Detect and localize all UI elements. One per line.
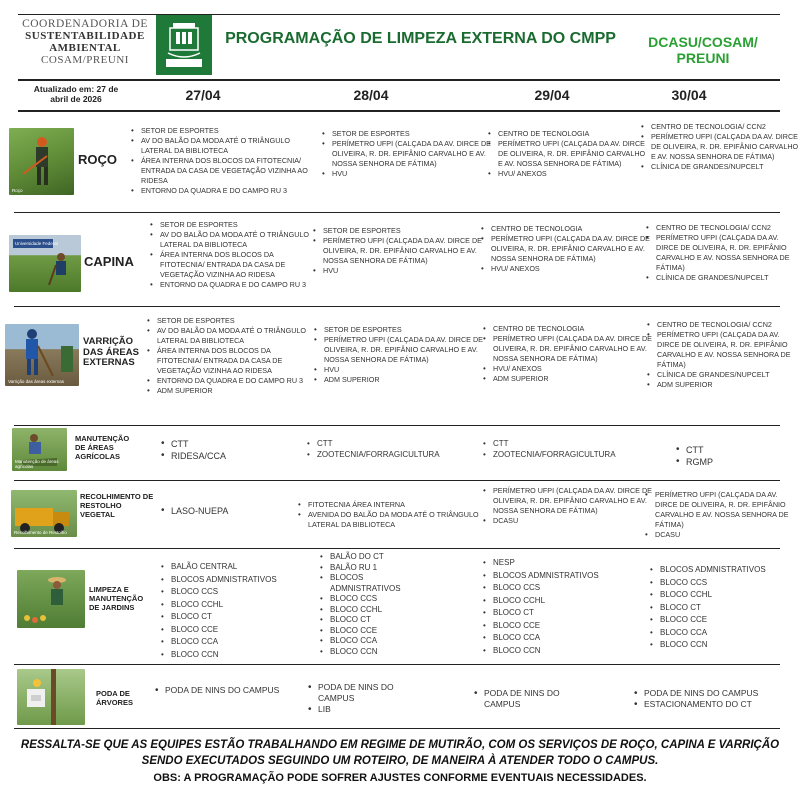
list-item: • BLOCO CCHL xyxy=(171,599,311,612)
cell-varricao-2 xyxy=(310,325,484,385)
institution-line-1: COORDENADORIA DE xyxy=(22,18,148,30)
list-item: • PERÍMETRO UFPI (CALÇADA DA AV. DIRCE DE OLIVEIRA, R. DR. EPIFÂNIO CARVALHO E AV. NOSSA SENHORA DE FÁTIMA) xyxy=(323,236,493,266)
row-label-recolhimento: RECOLHIMENTO DE RESTOLHO VEGETAL xyxy=(80,492,154,519)
cell-jardins-1 xyxy=(157,561,311,661)
list-item: • HVU xyxy=(324,365,484,375)
footer-obs: OBS: A PROGRAMAÇÃO PODE SOFRER AJUSTES CONFORME EVENTUAIS NECESSIDADES. xyxy=(153,772,647,784)
cell-poda-1 xyxy=(151,685,305,696)
row-label-roco: ROÇO xyxy=(78,152,117,167)
list-item: • HVU xyxy=(332,169,492,179)
row-divider xyxy=(14,212,780,213)
list-item: • CENTRO DE TECNOLOGIA/ CCN2 xyxy=(651,122,799,132)
cell-jardins-4 xyxy=(646,564,795,652)
list-item: • PODA DE NINS DO CAMPUS xyxy=(484,688,594,710)
list-item: • CTT xyxy=(686,444,786,456)
list-item: • BLOCO CCE xyxy=(330,626,420,637)
list-item: • HVU/ ANEXOS xyxy=(498,169,648,179)
recolhimento-photo xyxy=(11,490,77,537)
list-item: • LIB xyxy=(318,704,428,715)
list-item: • BALÃO CENTRAL xyxy=(171,561,311,574)
list-item: • BLOCO CCE xyxy=(493,620,633,633)
roco-photo-caption: Roço xyxy=(12,188,23,193)
cell-jardins-2 xyxy=(316,552,420,657)
list-item: • CTT xyxy=(317,438,487,449)
cell-recolhimento-3 xyxy=(479,486,653,526)
date-col-2: 28/04 xyxy=(353,87,389,103)
cell-roco-4 xyxy=(637,122,799,172)
list-item: • CTT xyxy=(171,438,321,450)
list-item: • AV DO BALÃO DA MODA ATÉ O TRIÂNGULO LATERAL DA BIBLIOTECA xyxy=(141,136,321,156)
list-item: • BALÃO RU 1 xyxy=(330,563,420,574)
list-item: • HVU xyxy=(323,266,493,276)
row-label-poda: PODA DE ÁRVORES xyxy=(96,689,133,707)
date-col-4: 30/04 xyxy=(671,87,707,103)
list-item: • BLOCO CCHL xyxy=(493,595,633,608)
jardins-photo xyxy=(17,570,85,628)
list-item: • HVU/ ANEXOS xyxy=(491,264,651,274)
list-item: • BLOCO CCA xyxy=(660,627,795,640)
roco-photo xyxy=(9,128,74,195)
list-item: • RGMP xyxy=(686,456,786,468)
cell-agricolas-3 xyxy=(479,438,653,460)
row-divider xyxy=(14,664,780,665)
department-name: DCASU/COSAM/ PREUNI xyxy=(648,34,758,66)
list-item: • PERÍMETRO UFPI (CALÇADA DA AV. DIRCE DE OLIVEIRA, R. DR. EPIFÂNIO CARVALHO E AV. NOSSA SENHORA DE FÁTIMA) xyxy=(493,486,653,516)
list-item: • BLOCOS ADMNISTRATIVOS xyxy=(171,574,311,587)
dates-rule xyxy=(18,110,780,112)
cell-roco-2 xyxy=(318,129,492,179)
list-item: • HVU/ ANEXOS xyxy=(493,364,653,374)
cell-roco-1 xyxy=(127,126,321,196)
list-item: • DCASU xyxy=(493,516,653,526)
institution-line-4: COSAM/PREUNI xyxy=(41,54,129,66)
list-item: • CENTRO DE TECNOLOGIA/ CCN2 xyxy=(656,223,796,233)
poda-photo xyxy=(17,669,85,725)
list-item: • AVENIDA DO BALÃO DA MODA ATÉ O TRIÂNGULO LATERAL DA BIBLIOTECA xyxy=(308,510,488,530)
top-rule xyxy=(18,14,780,15)
list-item: • PODA DE NINS DO CAMPUS xyxy=(644,688,800,699)
list-item: • SETOR DE ESPORTES xyxy=(332,129,492,139)
list-item: • BALÃO DO CT xyxy=(330,552,420,563)
institution-name xyxy=(18,18,152,66)
list-item: • SETOR DE ESPORTES xyxy=(141,126,321,136)
list-item: • ADM SUPERIOR xyxy=(157,386,317,396)
cell-agricolas-1 xyxy=(157,438,321,462)
row-divider xyxy=(14,480,780,481)
list-item: • PERÍMETRO UFPI (CALÇADA DA AV. DIRCE DE OLIVEIRA, R. DR. EPIFÂNIO CARVALHO E AV. NOSSA SENHORA DE FÁTIMA) xyxy=(657,330,797,370)
page-title: PROGRAMAÇÃO DE LIMPEZA EXTERNA DO CMPP xyxy=(225,30,616,47)
list-item: • PERÍMETRO UFPI (CALÇADA DA AV. DIRCE DE OLIVEIRA, R. DR. EPIFÂNIO CARVALHO E AV. NOSSA SENHORA DE FÁTIMA) xyxy=(324,335,484,365)
list-item: • ZOOTECNIA/FORRAGICULTURA xyxy=(317,449,487,460)
list-item: • BLOCO CCN xyxy=(330,647,420,658)
list-item: • PERÍMETRO UFPI (CALÇADA DA AV. DIRCE DE OLIVEIRA, R. DR. EPIFÂNIO CARVALHO E AV. NOSSA SENHORA DE FÁTIMA) xyxy=(498,139,648,169)
footer-note: RESSALTA-SE QUE AS EQUIPES ESTÃO TRABALHANDO EM REGIME DE MUTIRÃO, COM OS SERVIÇOS DE ROÇO, CAPINA E VARRIÇÃO SENDO EXECUTADOS SEGUINDO UM ROTEIRO, DE MANEIRA À ATENDER TODO O CAMPUS. xyxy=(20,739,780,767)
list-item: • BLOCO CCA xyxy=(171,636,311,649)
row-label-varricao: VARRIÇÃO DAS ÁREAS EXTERNAS xyxy=(83,336,139,368)
list-item: • PODA DE NINS DO CAMPUS xyxy=(318,682,428,704)
list-item: • AV DO BALÃO DA MODA ATÉ O TRIÂNGULO LATERAL DA BIBLIOTECA xyxy=(157,326,317,346)
row-label-agricolas: MANUTENÇÃO DE ÁREAS AGRÍCOLAS xyxy=(75,434,130,461)
list-item: • DCASU xyxy=(655,530,800,540)
list-item: • BLOCO CT xyxy=(171,611,311,624)
agricola-photo-caption: Manutenção de áreas agrícolas xyxy=(15,459,59,469)
list-item: • NESP xyxy=(493,557,633,570)
row-divider xyxy=(14,548,780,549)
university-logo xyxy=(156,15,212,75)
cell-recolhimento-4 xyxy=(641,490,800,540)
row-divider xyxy=(14,306,780,307)
row-label-capina: CAPINA xyxy=(84,254,134,269)
cell-roco-3 xyxy=(484,129,648,179)
list-item: • ENTORNO DA QUADRA E DO CAMPO RU 3 xyxy=(157,376,317,386)
crest-icon xyxy=(156,15,212,75)
cell-varricao-3 xyxy=(479,324,653,384)
list-item: • FITOTECNIA ÁREA INTERNA xyxy=(308,500,488,510)
list-item: • CENTRO DE TECNOLOGIA/ CCN2 xyxy=(657,320,797,330)
list-item: • BLOCO CT xyxy=(493,607,633,620)
list-item: • BLOCO CCN xyxy=(493,645,633,658)
cell-recolhimento-2 xyxy=(294,500,488,530)
cell-varricao-4 xyxy=(643,320,797,390)
list-item: • ESTACIONAMENTO DO CT xyxy=(644,699,800,710)
list-item: • BLOCOS ADMNISTRATIVOS xyxy=(330,573,420,594)
list-item: • BLOCO CCHL xyxy=(660,589,795,602)
list-item: • BLOCO CT xyxy=(330,615,420,626)
list-item: • BLOCOS ADMNISTRATIVOS xyxy=(660,564,795,577)
cell-capina-2 xyxy=(309,226,493,276)
list-item: • ENTORNO DA QUADRA E DO CAMPO RU 3 xyxy=(160,280,320,290)
list-item: • PERÍMETRO UFPI (CALÇADA DA AV. DIRCE DE OLIVEIRA, R. DR. EPIFÂNIO CARVALHO E AV. NOSSA SENHORA DE FÁTIMA) xyxy=(491,234,651,264)
cell-poda-3 xyxy=(470,688,594,710)
list-item: • PODA DE NINS DO CAMPUS xyxy=(165,685,305,696)
capina-photo xyxy=(9,235,81,292)
cell-varricao-1 xyxy=(143,316,317,396)
list-item: • ADM SUPERIOR xyxy=(493,374,653,384)
list-item: • ÁREA INTERNA DOS BLOCOS DA FITOTECNIA/ ENTRADA DA CASA DE VEGETAÇÃO VIZINHA AO RIDESA xyxy=(157,346,317,376)
list-item: • CLÍNICA DE GRANDES/NUPCELT xyxy=(651,162,799,172)
list-item: • SETOR DE ESPORTES xyxy=(324,325,484,335)
list-item: • AV DO BALÃO DA MODA ATÉ O TRIÂNGULO LATERAL DA BIBLIOTECA xyxy=(160,230,320,250)
recolhimento-photo-caption: Recolhimento de Restolho xyxy=(14,530,67,535)
list-item: • BLOCO CCS xyxy=(171,586,311,599)
list-item: • PERÍMETRO UFPI (CALÇADA DA AV. DIRCE DE OLIVEIRA, R. DR. EPIFÂNIO CARVALHO E AV. NOSSA SENHORA DE FÁTIMA) xyxy=(655,490,800,530)
list-item: • BLOCO CCS xyxy=(330,594,420,605)
cell-poda-2 xyxy=(304,682,428,715)
list-item: • CENTRO DE TECNOLOGIA xyxy=(493,324,653,334)
list-item: • BLOCO CCE xyxy=(171,624,311,637)
list-item: • PERÍMETRO UFPI (CALÇADA DA AV. DIRCE DE OLIVEIRA, R. DR. EPIFÂNIO CARVALHO E AV. NOSSA SENHORA DE FÁTIMA) xyxy=(656,233,796,273)
list-item: • BLOCO CCS xyxy=(660,577,795,590)
cell-capina-1 xyxy=(146,220,320,290)
list-item: • CLÍNICA DE GRANDES/NUPCELT xyxy=(657,370,797,380)
list-item: • SETOR DE ESPORTES xyxy=(323,226,493,236)
list-item: • BLOCO CT xyxy=(660,602,795,615)
institution-line-2: SUSTENTABILIDADE xyxy=(25,30,145,42)
capina-photo-caption: Universidade Federal xyxy=(15,241,58,246)
list-item: • RIDESA/CCA xyxy=(171,450,321,462)
list-item: • ADM SUPERIOR xyxy=(657,380,797,390)
list-item: • BLOCO CCN xyxy=(171,649,311,662)
header-rule xyxy=(18,79,780,81)
list-item: • ÁREA INTERNA DOS BLOCOS DA FITOTECNIA/ ENTRADA DA CASA DE VEGETAÇÃO VIZINHA AO RIDESA xyxy=(141,156,321,186)
list-item: • BLOCO CCA xyxy=(493,632,633,645)
list-item: • ZOOTECNIA/FORRAGICULTURA xyxy=(493,449,653,460)
cell-jardins-3 xyxy=(479,557,633,657)
cell-poda-4 xyxy=(630,688,800,710)
list-item: • ÁREA INTERNA DOS BLOCOS DA FITOTECNIA/ ENTRADA DA CASA DE VEGETAÇÃO VIZINHA AO RIDESA xyxy=(160,250,320,280)
list-item: • BLOCO CCN xyxy=(660,639,795,652)
list-item: • CENTRO DE TECNOLOGIA xyxy=(491,224,651,234)
agricola-photo xyxy=(12,428,67,471)
cell-agricolas-2 xyxy=(303,438,487,460)
list-item: • ADM SUPERIOR xyxy=(324,375,484,385)
date-col-1: 27/04 xyxy=(185,87,221,103)
list-item: • BLOCO CCE xyxy=(660,614,795,627)
list-item: • SETOR DE ESPORTES xyxy=(160,220,320,230)
list-item: • CLÍNICA DE GRANDES/NUPCELT xyxy=(656,273,796,283)
cell-capina-4 xyxy=(642,223,796,283)
institution-line-3: AMBIENTAL xyxy=(49,42,121,54)
cell-agricolas-4 xyxy=(672,444,786,468)
date-col-3: 29/04 xyxy=(534,87,570,103)
list-item: • LASO-NUEPA xyxy=(171,505,311,517)
list-item: • CENTRO DE TECNOLOGIA xyxy=(498,129,648,139)
row-divider xyxy=(14,425,780,426)
list-item: • PERÍMETRO UFPI (CALÇADA DA AV. DIRCE DE OLIVEIRA, R. DR. EPIFÂNIO CARVALHO E AV. NOSSA SENHORA DE FÁTIMA) xyxy=(651,132,799,162)
list-item: • ENTORNO DA QUADRA E DO CAMPO RU 3 xyxy=(141,186,321,196)
cell-capina-3 xyxy=(477,224,651,274)
row-label-jardins: LIMPEZA E MANUTENÇÃO DE JARDINS xyxy=(89,585,144,612)
list-item: • PERÍMETRO UFPI (CALÇADA DA AV. DIRCE DE OLIVEIRA, R. DR. EPIFÂNIO CARVALHO E AV. NOSSA SENHORA DE FÁTIMA) xyxy=(332,139,492,169)
list-item: • BLOCO CCS xyxy=(493,582,633,595)
list-item: • SETOR DE ESPORTES xyxy=(157,316,317,326)
varricao-photo xyxy=(5,324,79,386)
updated-label: Atualizado em: 27 de abril de 2026 xyxy=(33,84,119,104)
list-item: • CTT xyxy=(493,438,653,449)
row-divider xyxy=(14,728,780,729)
cell-recolhimento-1 xyxy=(157,505,311,517)
varricao-photo-caption: Varrição das áreas externas xyxy=(8,379,64,384)
list-item: • PERÍMETRO UFPI (CALÇADA DA AV. DIRCE DE OLIVEIRA, R. DR. EPIFÂNIO CARVALHO E AV. NOSSA SENHORA DE FÁTIMA) xyxy=(493,334,653,364)
list-item: • BLOCO CCA xyxy=(330,636,420,647)
list-item: • BLOCO CCHL xyxy=(330,605,420,616)
list-item: • BLOCOS ADMNISTRATIVOS xyxy=(493,570,633,583)
